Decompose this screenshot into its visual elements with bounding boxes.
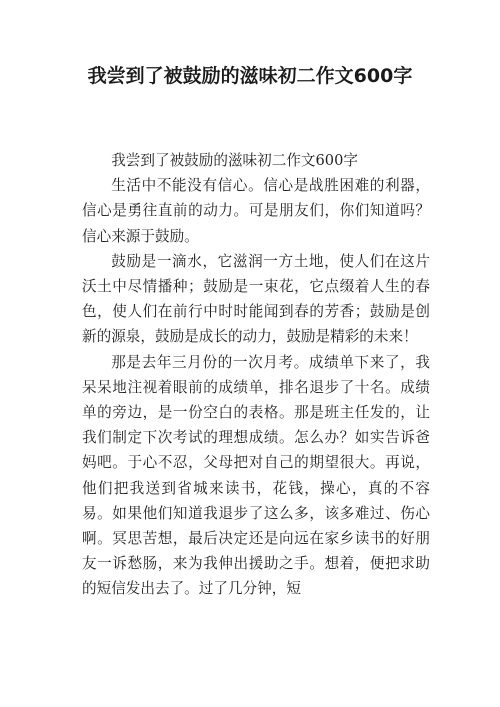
document-title: 我尝到了被鼓励的滋味初二作文600字 [87,65,413,87]
paragraph-encouragement: 鼓励是一滴水，它滋润一方土地，使人们在这片沃土中尽情播种；鼓励是一束花，它点缀着人生的春色，使人们在前行中时时能闻到春的芳香；鼓励是创新的源泉，鼓励是成长的动力，鼓励是精彩的未来！ [82,252,430,346]
paragraph-subtitle: 我尝到了被鼓励的滋味初二作文600字 [111,152,358,169]
paragraph-monthly-exam: 那是去年三月份的一次月考。成绩单下来了，我呆呆地注视着眼前的成绩单，排名退步了十名。成绩单的旁边，是一份空白的表格。那是班主任发的，让我们制定下次考试的理想成绩。怎么办？如实告诉爸妈吧。于心不忍，父母把对自己的期望很大。再说，他们把我送到省城来读书，花钱，操心，真的不容易。如果他们知道我退步了这么多，该多难过、伤心啊。冥思苦想，最后决定还是向远在家乡读书的好朋友一诉愁肠，来为我伸出援助之手。想着，便把求助的短信发出去了。过了几分钟，短 [82,353,430,598]
document-body [82,148,430,602]
paragraph-confidence: 生活中不能没有信心。信心是战胜困难的利器，信心是勇往直前的动力。可是朋友们，你们知道吗？信心来源于鼓励。 [82,177,430,245]
